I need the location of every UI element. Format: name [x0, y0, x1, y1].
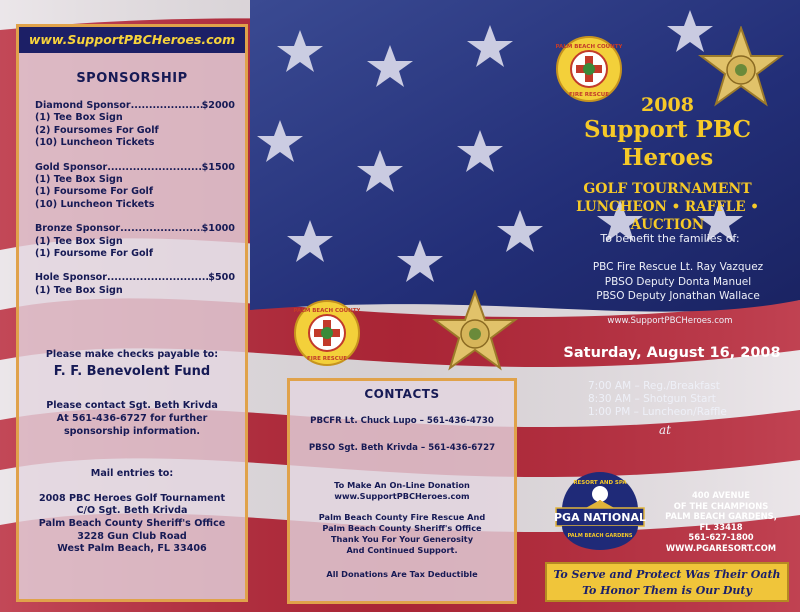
sponsor-item: (1) Tee Box Sign — [35, 235, 123, 247]
venue-line: OF THE CHAMPIONS — [673, 500, 769, 511]
event-title-block — [540, 94, 795, 234]
motto-banner — [545, 562, 789, 602]
address-line: West Palm Beach, FL 33406 — [57, 543, 207, 555]
donation-link[interactable]: www.SupportPBCHeroes.com — [334, 491, 470, 502]
sponsor-item: (2) Foursomes For Golf — [35, 124, 159, 136]
sponsor-item: (10) Luncheon Tickets — [35, 198, 155, 210]
address-line: 3228 Gun Club Road — [77, 530, 187, 542]
website-banner[interactable]: www.SupportPBCHeroes.com — [19, 27, 245, 53]
thanks-line: Thank You For Your Generosity — [330, 534, 474, 545]
address-line: 2008 PBC Heroes Golf Tournament — [38, 492, 226, 504]
donation-line: To Make An On-Line Donation — [334, 480, 470, 491]
badge-text-top: PALM BEACH COUNTY — [294, 308, 360, 314]
logo-top-text: RESORT AND SPA — [573, 480, 627, 486]
contacts-heading: CONTACTS — [364, 387, 440, 401]
mail-address — [19, 493, 245, 556]
event-schedule — [570, 380, 788, 420]
benefit-name: PBSO Deputy Donta Manuel — [604, 275, 752, 288]
contact-line: At 561-436-6727 for further — [56, 413, 208, 425]
venue-phone: 561-627-1800 — [688, 532, 754, 543]
venue-line: FL 33418 — [699, 521, 743, 532]
address-line: Palm Beach County Sheriff's Office — [38, 518, 226, 530]
contact-info — [19, 400, 245, 438]
event-year: 2008 — [641, 94, 694, 116]
address-line: C/O Sgt. Beth Krivda — [76, 505, 188, 517]
venue-website[interactable]: WWW.PGARESORT.COM — [665, 542, 777, 553]
checks-label: Please make checks payable to: — [45, 349, 219, 361]
sponsor-name: Hole Sponsor — [35, 272, 107, 284]
sponsor-price: $500 — [208, 272, 235, 284]
at-label: at — [659, 423, 671, 437]
benefit-list — [560, 260, 796, 304]
sheriff-star-icon — [432, 290, 518, 376]
contact-lupo: PBCFR Lt. Chuck Lupo – 561-436-4730 — [310, 416, 494, 426]
event-subtitle-1: GOLF TOURNAMENT — [583, 181, 752, 197]
mail-label: Mail entries to: — [90, 468, 174, 480]
thanks-line: Palm Beach County Fire Rescue And — [318, 512, 486, 523]
badge-text-bottom: FIRE RESCUE — [307, 356, 347, 362]
logo-name-text: PGA NATIONAL — [554, 511, 646, 524]
sponsorship-panel — [16, 24, 248, 602]
thanks-line: And Continued Support. — [346, 545, 458, 556]
schedule-item: 7:00 AM – Reg./Breakfast — [588, 380, 720, 392]
fire-rescue-badge-icon — [294, 300, 360, 366]
sponsor-hole — [35, 272, 235, 297]
sponsorship-heading: SPONSORSHIP — [76, 71, 188, 86]
motto-line: To Serve and Protect Was Their Oath — [553, 568, 781, 581]
contacts-panel — [287, 378, 517, 604]
tax-note: All Donations Are Tax Deductible — [326, 569, 478, 580]
venue-line: PALM BEACH GARDENS, — [665, 511, 777, 522]
badge-text-top: PALM BEACH COUNTY — [556, 44, 622, 50]
contact-line: Please contact Sgt. Beth Krivda — [46, 400, 218, 412]
venue-address — [656, 490, 786, 554]
contact-line: sponsorship information. — [63, 425, 201, 437]
sponsor-item: (1) Tee Box Sign — [35, 174, 123, 186]
sponsor-bronze — [35, 223, 235, 260]
sponsor-price: $1500 — [201, 161, 235, 173]
sponsor-diamond — [35, 100, 235, 150]
online-donation — [290, 480, 514, 502]
sponsor-gold — [35, 162, 235, 212]
payee-name: F. F. Benevolent Fund — [53, 363, 211, 379]
motto-line: To Honor Them is Our Duty — [582, 584, 752, 597]
venue-line: 400 AVENUE — [691, 490, 751, 500]
sponsor-list — [19, 100, 245, 297]
benefit-name: PBSO Deputy Jonathan Wallace — [596, 290, 760, 303]
thanks-message — [290, 512, 514, 556]
sponsor-item: (10) Luncheon Tickets — [35, 137, 155, 149]
sponsor-item: (1) Tee Box Sign — [35, 284, 123, 296]
schedule-item: 1:00 PM – Luncheon/Raffle — [588, 406, 727, 419]
benefit-name: PBC Fire Rescue Lt. Ray Vazquez — [592, 261, 764, 273]
sponsor-item: (1) Foursome For Golf — [35, 248, 154, 260]
sponsor-price: $1000 — [201, 223, 235, 235]
sponsor-item: (1) Tee Box Sign — [35, 112, 123, 124]
logo-bottom-text: PALM BEACH GARDENS — [567, 533, 633, 539]
thanks-line: Palm Beach County Sheriff's Office — [322, 523, 482, 534]
website-link[interactable]: www.SupportPBCHeroes.com — [607, 316, 733, 326]
event-subtitle-2: LUNCHEON • RAFFLE • AUCTION — [576, 199, 759, 233]
event-title: Support PBC Heroes — [583, 116, 752, 171]
sponsor-price: $2000 — [201, 100, 235, 111]
schedule-item: 8:30 AM – Shotgun Start — [588, 393, 716, 406]
fire-rescue-badge-icon — [556, 36, 622, 102]
sponsor-name: Bronze Sponsor — [35, 223, 121, 235]
sponsor-item: (1) Foursome For Golf — [35, 186, 154, 198]
pga-national-logo-icon — [552, 470, 648, 550]
benefit-intro: To benefit the families of: — [600, 232, 740, 245]
event-date: Saturday, August 16, 2008 — [563, 345, 781, 361]
sponsor-name: Gold Sponsor — [35, 161, 108, 173]
contact-krivda: PBSO Sgt. Beth Krivda – 561-436-6727 — [308, 442, 496, 453]
badge-text-bottom: FIRE RESCUE — [569, 92, 609, 98]
sponsor-name: Diamond Sponsor — [35, 100, 131, 111]
